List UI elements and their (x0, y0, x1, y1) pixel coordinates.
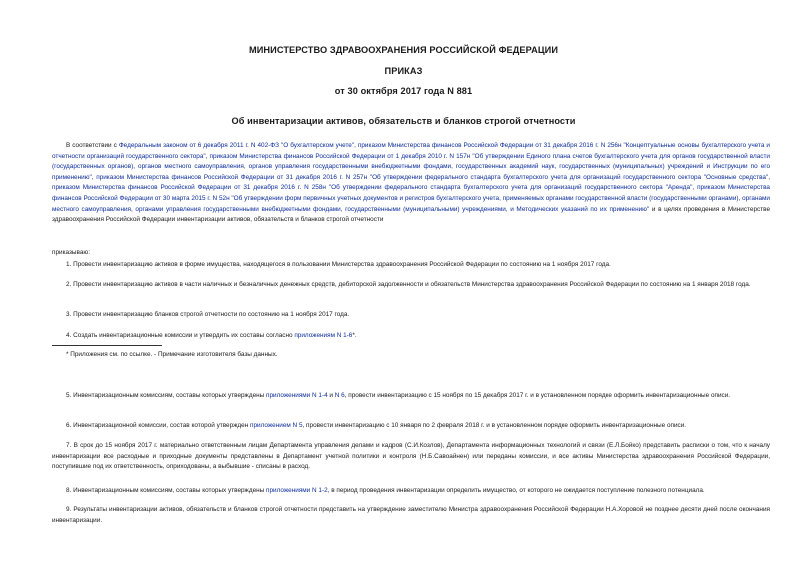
item-8 (52, 486, 770, 497)
item-3 (52, 310, 770, 321)
appendices-1-6-link[interactable]: приложениям N 1-6 (294, 332, 353, 339)
item-8-text-end: , в период проведения инвентаризации определить имущество, от которого не ожидается поступление полезного потенциала. (327, 487, 705, 494)
footnote (52, 350, 770, 361)
item-8-text: 8. Инвентаризационным комиссиям, составы которых утверждены (66, 487, 267, 494)
item-2 (52, 280, 770, 291)
preamble-text-end: и в целях проведения в Министерстве здравоохранения Российской Федерации инвентаризации активов, обязательств и бланков строгой отчетности (52, 205, 770, 224)
item-7 (52, 441, 770, 473)
item-4 (52, 331, 770, 342)
legal-references-link[interactable]: Федеральным законом от 6 декабря 2011 г. N 402-ФЗ "О бухгалтерском учете", приказом Министерства финансов Российской Федерации от 31 декабря 2016 г. N 256н "Концептуальные основы бухгалтерского учета и отчетности организаций государственного сектора", приказом Министерства финансов Российской Федерации от 1 декабря 2010 г. N 157н "Об утверждении Единого плана счетов бухгалтерского учета для органов государственной власти (государственных органов), органов местного самоуправления, органов управления государственными внебюджетными фондами, государственных академий наук, государственных (муниципальных) учреждений и Инструкции по его применению", приказом Министерства финансов Российской Федерации от 31 декабря 2016 г. N 257н "Об утверждении федерального стандарта бухгалтерского учета для организаций государственного сектора "Основные средства", приказом Министерства финансов Российской Федерации от 31 декабря 2016 г. N 258н "Об утверждении федерального стандарта бухгалтерского учета для организаций государственного сектора "Аренда", приказом Министерства финансов Российской Федерации от 30 марта 2015 г. N 52н "Об утверждении форм первичных учетных документов и регистров бухгалтерского учета, применяемых органами государственной власти (государственными органами), органами местного самоуправления, органами управления государственными внебюджетными фондами, государственными (муниципальными) учреждениями, и Методических указаний по их применению" (52, 142, 771, 213)
footnote-divider (52, 345, 162, 346)
item-6-text: 6. Инвентаризационной комиссии, состав которой утвержден (66, 422, 251, 429)
item-5-text-end: , провести инвентаризацию с 15 ноября по 15 декабря 2017 г. и в установленном порядке оформить инвентаризационные описи. (344, 392, 731, 399)
item-9-text: 9. Результаты инвентаризации активов, обязательств и бланков строгой отчетности представить на утверждение заместителю Министра здравоохранения Российской Федерации Н.А.Хоровой не позднее десяти дней после окончания инвентаризации. (52, 506, 770, 524)
appendices-1-2-link[interactable]: приложениями N 1-2 (266, 487, 328, 494)
order-date-number: от 30 октября 2017 года N 881 (334, 86, 473, 96)
preamble-paragraph (52, 141, 770, 226)
item-4-text: 4. Создать инвентаризационные комиссии и утвердить их составы согласно (66, 332, 295, 339)
appendix-5-link[interactable]: приложением N 5 (250, 422, 303, 429)
item-1-text: 1. Провести инвентаризацию активов в форме имущества, находящегося в пользовании Министерства здравоохранения Российской Федерации по состоянию на 1 ноября 2017 года. (66, 261, 611, 268)
item-4-asterisk: *. (352, 332, 357, 339)
item-7-text: 7. В срок до 15 ноября 2017 г. материально ответственным лицам Департамента управления делами и кадров (С.И.Козлов), Департамента информационных технологий и связи (Е.Л.Бойко) представить расписки о том, что к началу инвентаризации все расходные и приходные документы представлены в Департамент учетной политики и контроля (Н.Б.Савоайнен) или переданы комиссии, и все активы Министерства здравоохранения Российской Федерации, поступившие под их ответственность, оприходованы, а выбывшие - списаны в расход. (52, 442, 770, 471)
item-5-text: 5. Инвентаризационным комиссиям, составы которых утверждены (66, 392, 267, 399)
doc-type-heading: ПРИКАЗ (384, 66, 423, 76)
item-2-text: 2. Провести инвентаризацию активов в части наличных и безналичных денежных средств, дебиторской задолженности и обязательств Министерства здравоохранения Российской Федерации по состоянию на 1 января 2018 года. (66, 281, 751, 288)
footnote-text: * Приложения см. по ссылке. - Примечание изготовителя базы данных. (66, 351, 278, 358)
item-9 (52, 505, 770, 526)
item-5-conjunction: и (327, 392, 335, 399)
item-5 (52, 391, 770, 402)
item-6-text-end: , провести инвентаризацию с 10 января по 2 февраля 2018 г. и в установленном порядке оформить инвентаризационные описи. (302, 422, 687, 429)
ministry-heading: МИНИСТЕРСТВО ЗДРАВООХРАНЕНИЯ РОССИЙСКОЙ ФЕДЕРАЦИИ (248, 45, 559, 55)
order-title: Об инвентаризации активов, обязательств и бланков строгой отчетности (231, 116, 576, 126)
appendix-6-link[interactable]: N 6 (334, 392, 345, 399)
preamble-text-start: В соответствии с (66, 142, 119, 149)
item-1 (52, 260, 770, 271)
order-word: приказываю: (52, 249, 90, 256)
item-6 (52, 421, 770, 432)
item-3-text: 3. Провести инвентаризацию бланков строгой отчетности по состоянию на 1 ноября 2017 года. (66, 311, 350, 318)
appendices-1-4-link[interactable]: приложениями N 1-4 (266, 392, 328, 399)
